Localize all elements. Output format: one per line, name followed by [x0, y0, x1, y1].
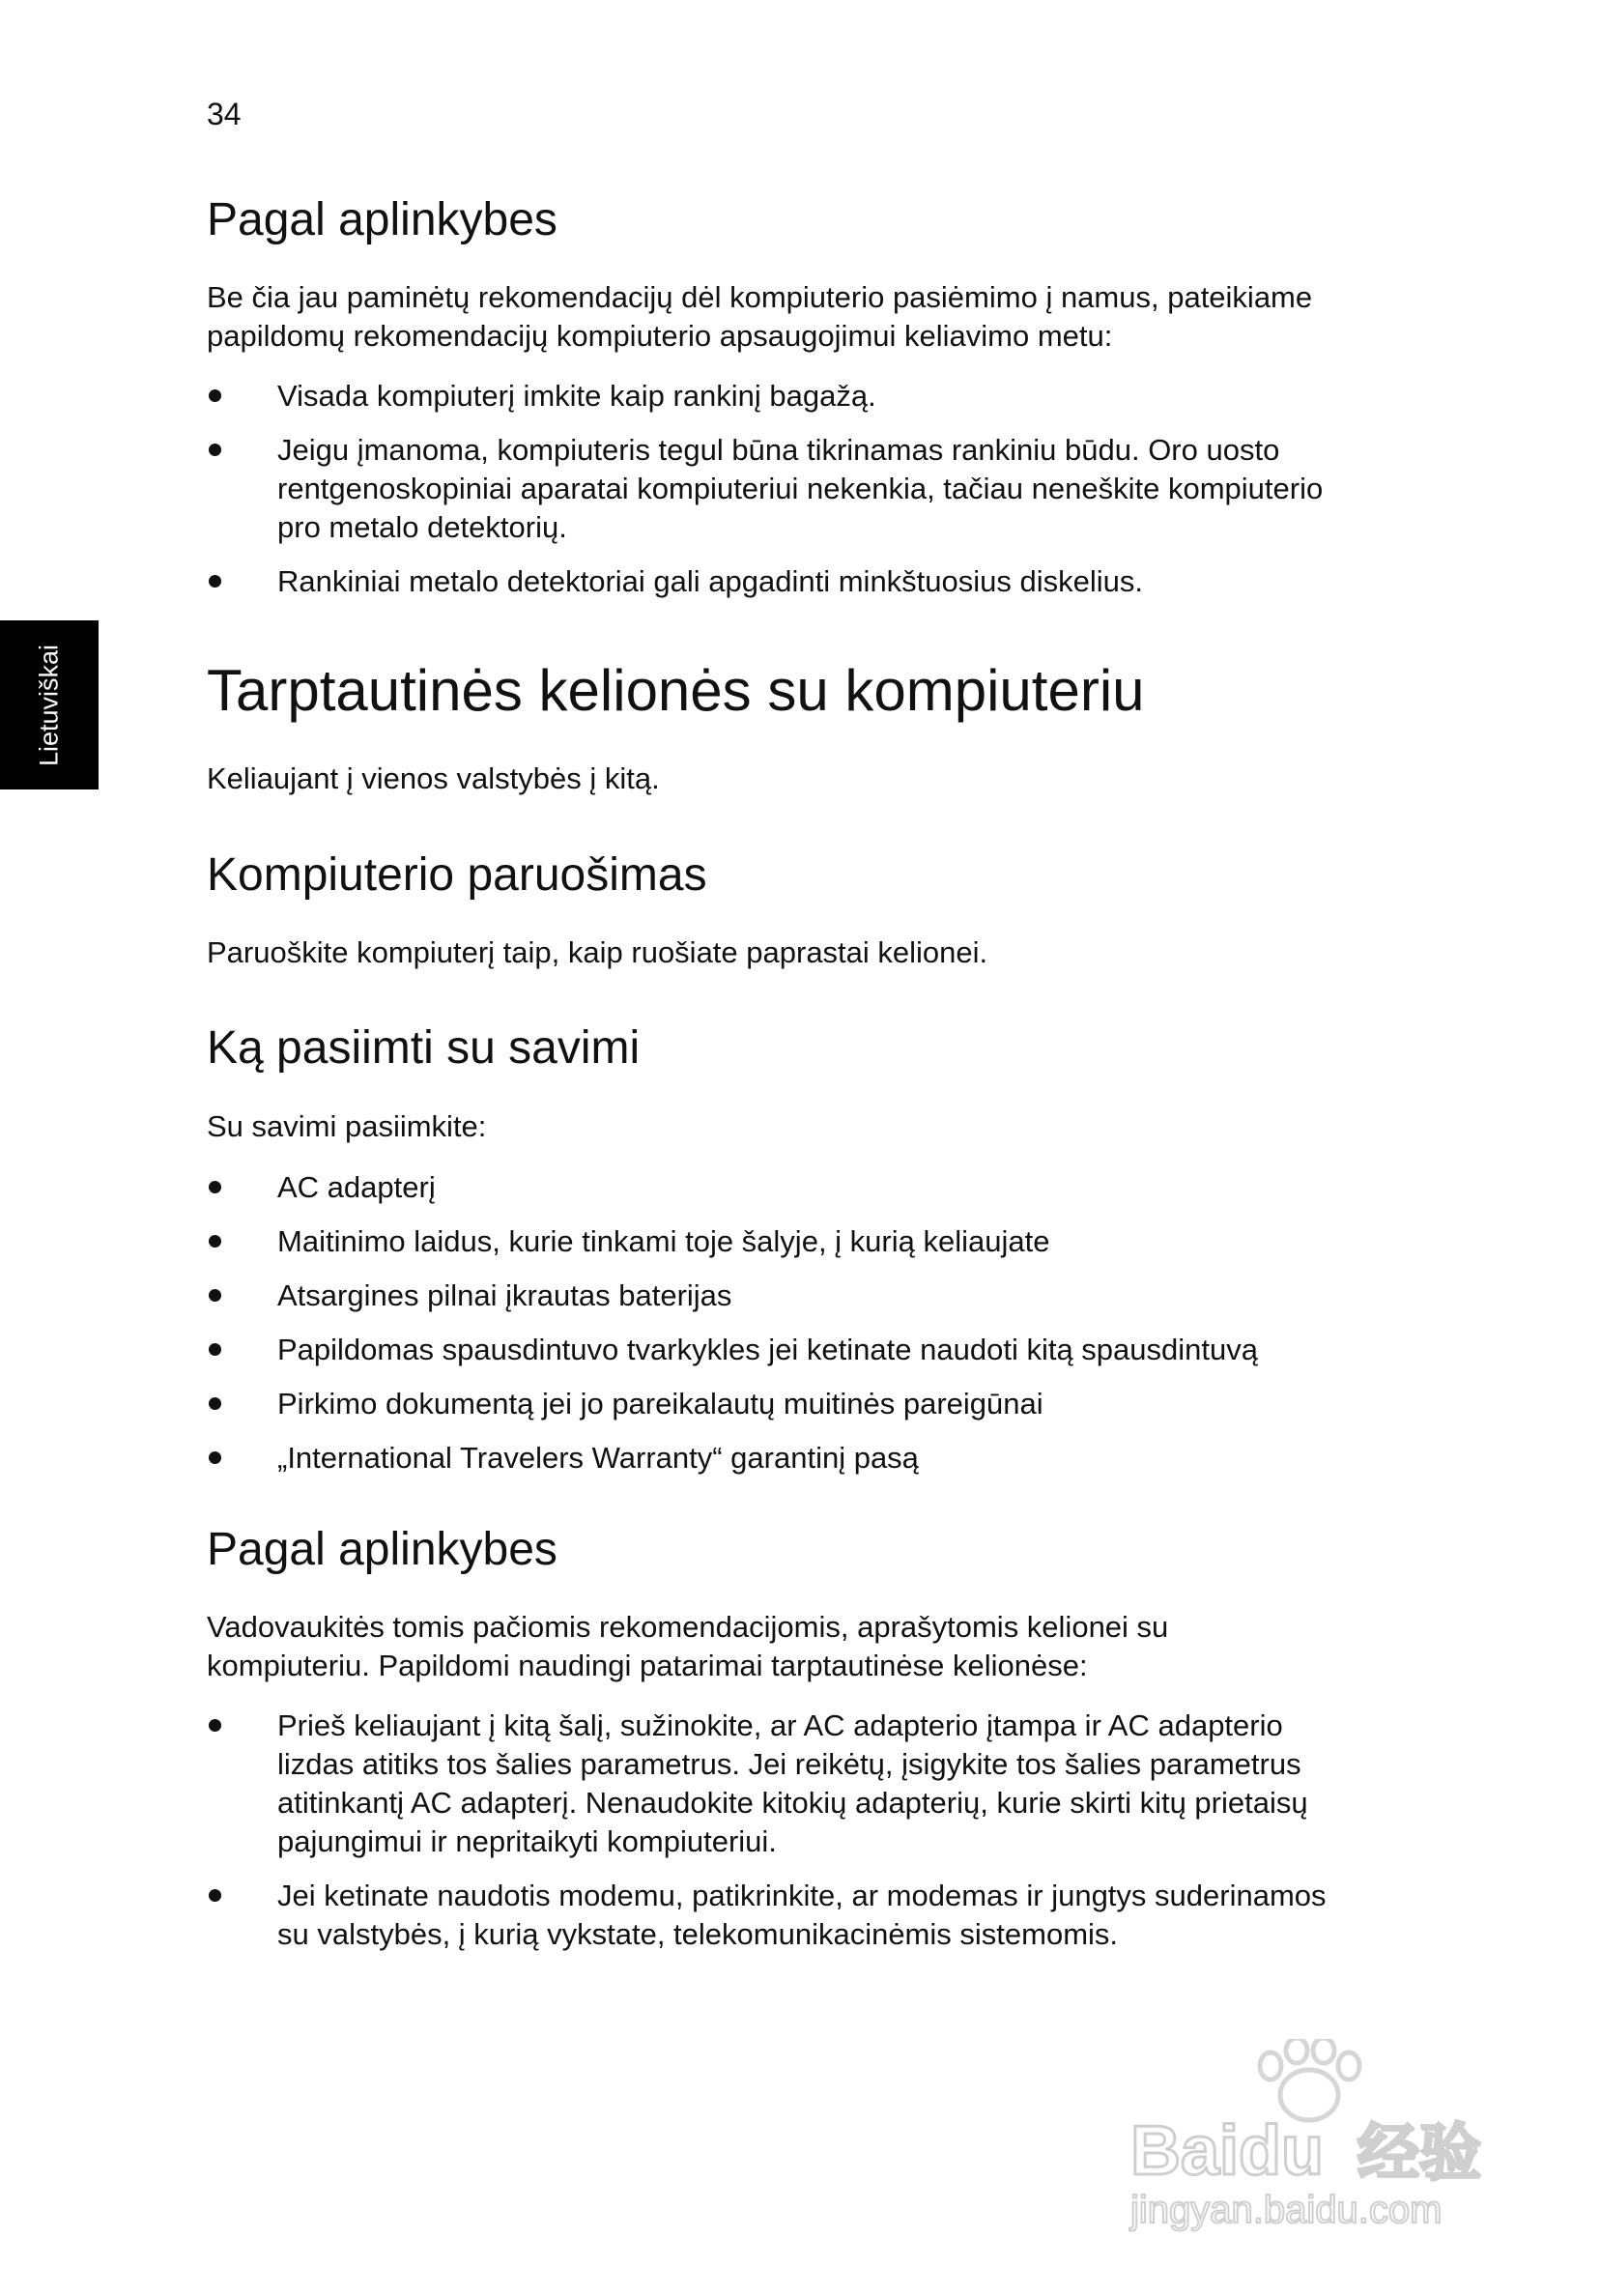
- bullet-icon: [209, 1235, 221, 1248]
- list-item-text: Jei ketinate naudotis modemu, patikrinkite, ar modemas ir jungtys suderinamos su valstybės, į kurią vykstate, telekomunikacinėmis sistemomis.: [277, 1879, 1327, 1951]
- list-item-text: Jeigu įmanoma, kompiuteris tegul būna tikrinamas rankiniu būdu. Oro uosto rentgenoskopiniai aparatai kompiuteriui nekenkia, tačiau neneškite kompiuterio pro metalo detektorių.: [277, 433, 1324, 544]
- list-item: [0, 1331, 1340, 1369]
- bullet-icon: [209, 575, 221, 588]
- bullet-icon: [209, 1719, 221, 1732]
- list-item-text: Rankiniai metalo detektoriai gali apgadinti minkštuosius diskelius.: [277, 564, 1144, 598]
- list-item-text: Prieš keliaujant į kitą šalį, sužinokite, ar AC adapterio įtampa ir AC adapterio lizdas atitiks tos šalies parametrus. Jei reikėtų, įsigykite tos šalies parametrus atitinkantį AC adapterį. Nenaudokite kitokių adapterių, kurie skirti kitų prietaisų pajungimui ir nepritaikyti kompiuteriui.: [277, 1708, 1308, 1858]
- list-item-text: „International Travelers Warranty“ garantinį pasą: [277, 1441, 919, 1475]
- list-item: [0, 1439, 1340, 1478]
- list-item-text: AC adapterį: [277, 1170, 436, 1204]
- section-paragraph: Su savimi pasiimkite:: [207, 1109, 487, 1143]
- list-item: [0, 1707, 1340, 1861]
- section-heading: Pagal aplinkybes: [207, 1524, 557, 1575]
- chapter-heading: Tarptautinės kelionės su kompiuteriu: [207, 658, 1145, 723]
- list-item: [0, 1277, 1340, 1315]
- bullet-list: [0, 1168, 1340, 1478]
- bullet-icon: [209, 444, 221, 456]
- list-item: [0, 1385, 1340, 1423]
- bullet-icon: [209, 1289, 221, 1302]
- section-paragraph: Paruoškite kompiuterį taip, kaip ruošiate paprastai kelionei.: [207, 935, 988, 969]
- section-heading: Kompiuterio paruošimas: [207, 849, 707, 901]
- language-tab-label: Lietuviškai: [34, 644, 64, 767]
- paw-icon: [1260, 2039, 1359, 2120]
- page-number: 34: [207, 97, 242, 131]
- list-item: [0, 1222, 1340, 1261]
- list-item-text: Atsargines pilnai įkrautas baterijas: [277, 1278, 732, 1312]
- bullet-icon: [209, 1181, 221, 1193]
- list-item: [0, 377, 1340, 416]
- section-paragraph: Be čia jau paminėtų rekomendacijų dėl kompiuterio pasiėmimo į namus, pateikiame papildomų rekomendacijų kompiuterio apsaugojimui keliavimo metu:: [207, 280, 1313, 353]
- watermark-cn: 经验: [1357, 2118, 1481, 2190]
- list-item-text: Maitinimo laidus, kurie tinkami toje šalyje, į kurią keliaujate: [277, 1224, 1050, 1258]
- list-item: [0, 1168, 1340, 1207]
- section-heading: Pagal aplinkybes: [207, 194, 557, 245]
- bullet-icon: [209, 1397, 221, 1410]
- section-paragraph: Keliaujant į vienos valstybės į kitą.: [207, 761, 660, 795]
- watermark-url: jingyan.baidu.com: [1130, 2189, 1443, 2231]
- bullet-list: [0, 377, 1340, 601]
- list-item: [0, 562, 1340, 601]
- list-item: [0, 431, 1340, 547]
- list-item-text: Papildomas spausdintuvo tvarkykles jei ketinate naudoti kitą spausdintuvą: [277, 1333, 1258, 1366]
- baidu-watermark: [1111, 2039, 1507, 2232]
- list-item: [0, 1877, 1340, 1954]
- watermark-brand: Baidu: [1130, 2112, 1325, 2190]
- bullet-list: [0, 1707, 1340, 1954]
- bullet-icon: [209, 389, 221, 402]
- list-item-text: Visada kompiuterį imkite kaip rankinį bagažą.: [277, 379, 876, 413]
- bullet-icon: [209, 1451, 221, 1464]
- bullet-icon: [209, 1343, 221, 1356]
- section-paragraph: Vadovaukitės tomis pačiomis rekomendacijomis, aprašytomis kelionei su kompiuteriu. Papildomi naudingi patarimai tarptautinėse kelionėse:: [207, 1610, 1169, 1682]
- section-heading: Ką pasiimti su savimi: [207, 1022, 641, 1074]
- bullet-icon: [209, 1889, 221, 1902]
- list-item-text: Pirkimo dokumentą jei jo pareikalautų muitinės pareigūnai: [277, 1387, 1043, 1421]
